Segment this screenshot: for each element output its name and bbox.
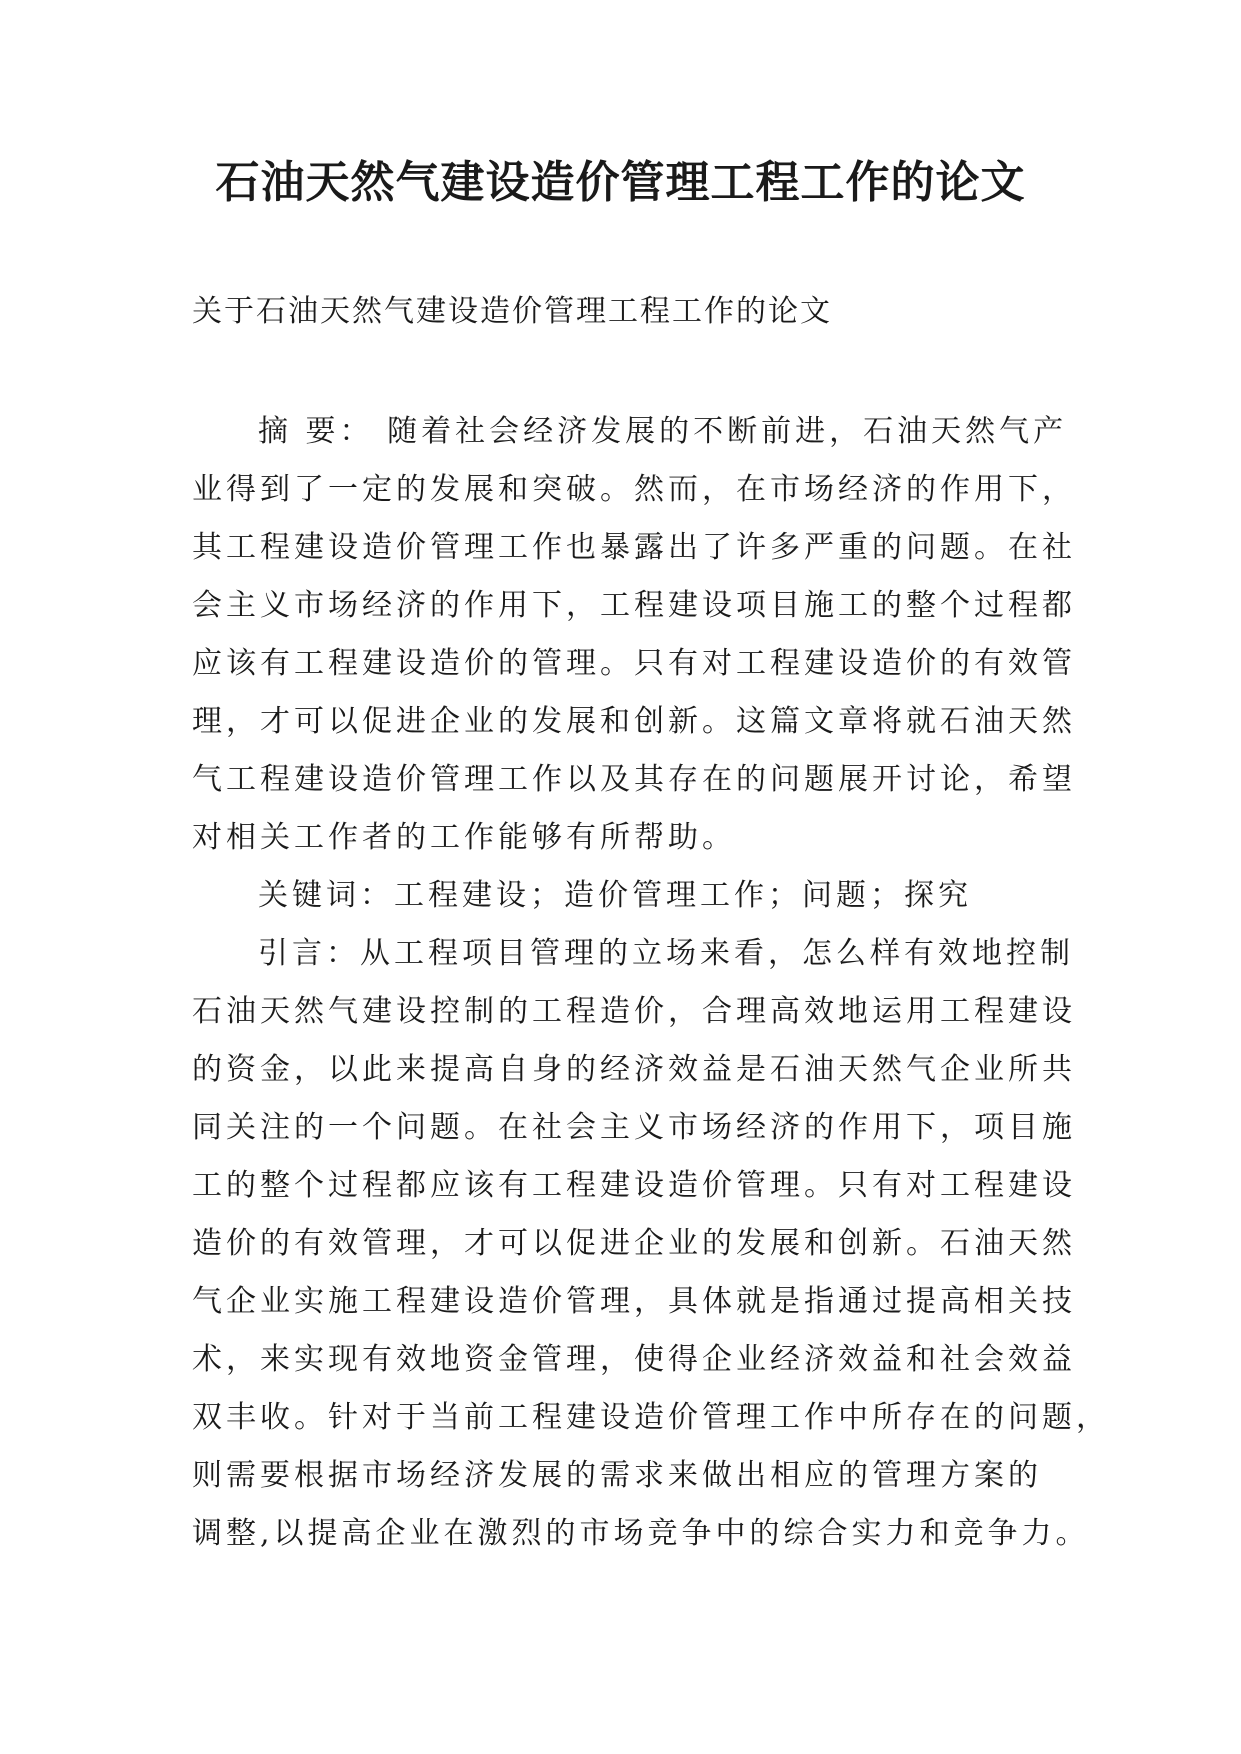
- introduction-line: 调整,以提高企业在激烈的市场竞争中的综合实力和竞争力。: [192, 1516, 1090, 1551]
- document-title: 石油天然气建设造价管理工程工作的论文: [215, 157, 1026, 208]
- introduction-line: 则需要根据市场经济发展的需求来做出相应的管理方案的: [192, 1458, 1042, 1493]
- abstract-line: 对相关工作者的工作能够有所帮助。: [192, 820, 736, 855]
- abstract-line: 应该有工程建设造价的管理。只有对工程建设造价的有效管: [192, 646, 1076, 681]
- keywords-line: 关键词：工程建设；造价管理工作；问题；探究: [258, 878, 972, 913]
- abstract-line: 摘 要： 随着社会经济发展的不断前进，石油天然气产: [258, 414, 1068, 449]
- abstract-line: 会主义市场经济的作用下，工程建设项目施工的整个过程都: [192, 588, 1076, 623]
- introduction-line: 工的整个过程都应该有工程建设造价管理。只有对工程建设: [192, 1168, 1076, 1203]
- introduction-line: 双丰收。针对于当前工程建设造价管理工作中所存在的问题，: [192, 1400, 1110, 1435]
- introduction-line: 术，来实现有效地资金管理，使得企业经济效益和社会效益: [192, 1342, 1076, 1377]
- document-body: [192, 403, 1110, 1563]
- abstract-line: 业得到了一定的发展和突破。然而，在市场经济的作用下，: [192, 472, 1076, 507]
- document-subtitle: 关于石油天然气建设造价管理工程工作的论文: [192, 294, 832, 329]
- introduction-line: 引言：从工程项目管理的立场来看，怎么样有效地控制: [258, 936, 1074, 971]
- introduction-line: 石油天然气建设控制的工程造价，合理高效地运用工程建设: [192, 994, 1076, 1029]
- abstract-line: 气工程建设造价管理工作以及其存在的问题展开讨论，希望: [192, 762, 1076, 797]
- introduction-line: 的资金，以此来提高自身的经济效益是石油天然气企业所共: [192, 1052, 1076, 1087]
- introduction-line: 气企业实施工程建设造价管理，具体就是指通过提高相关技: [192, 1284, 1076, 1319]
- introduction-line: 同关注的一个问题。在社会主义市场经济的作用下，项目施: [192, 1110, 1076, 1145]
- abstract-line: 其工程建设造价管理工作也暴露出了许多严重的问题。在社: [192, 530, 1076, 565]
- abstract-line: 理，才可以促进企业的发展和创新。这篇文章将就石油天然: [192, 704, 1076, 739]
- introduction-line: 造价的有效管理，才可以促进企业的发展和创新。石油天然: [192, 1226, 1076, 1261]
